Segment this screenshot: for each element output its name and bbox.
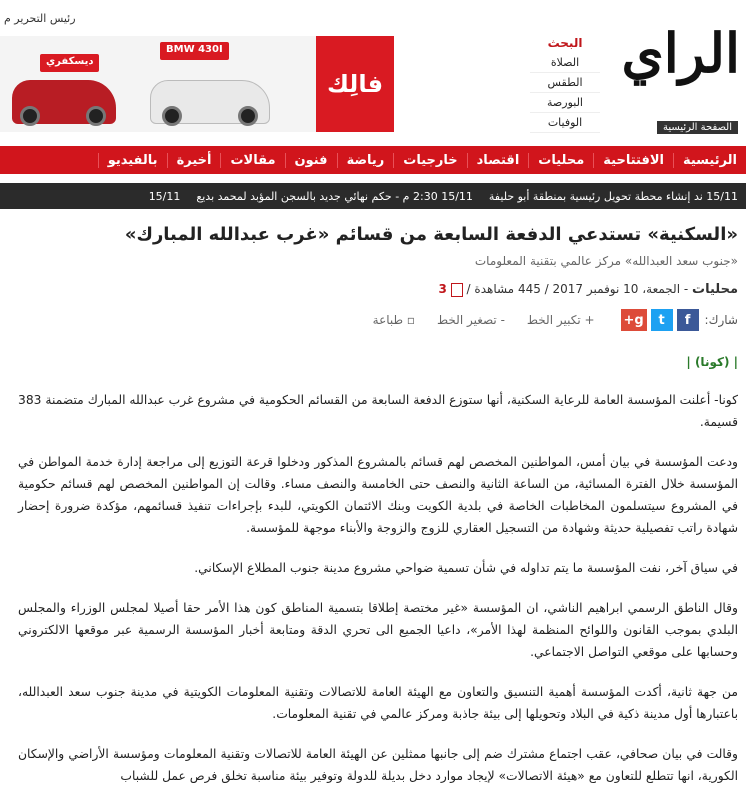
main-nav <box>0 146 746 174</box>
print-icon: ▫ <box>403 313 416 327</box>
share-bar <box>18 309 738 331</box>
article-paragraph: من جهة ثانية، أكدت المؤسسة أهمية التنسيق والتعاون مع الهيئة العامة للاتصالات وتقنية المعلومات الكويتية في مدينة جنوب سعد العبدالله، باعتبارها أول مدينة ذكية في البلاد وتحويلها إلى بيئة جاذبة ومركز عالمي في تقنية المعلومات. <box>18 685 738 721</box>
nav-arts[interactable]: فنون <box>285 153 337 168</box>
article-source: | (كونا) | <box>686 355 738 369</box>
view-count: 445 مشاهدة <box>474 282 541 296</box>
ad-badge-bmw: BMW 430I <box>160 42 229 60</box>
print-button[interactable] <box>373 313 415 327</box>
twitter-icon[interactable]: t <box>651 309 673 331</box>
ad-brand: فالِك <box>316 36 394 132</box>
article-paragraph: في سياق آخر، نفت المؤسسة ما يتم تداوله في شأن تسمية ضواحي مشروع مدينة جنوب المطلاع الإسكاني. <box>194 561 738 575</box>
section-link[interactable]: محليات <box>692 282 738 297</box>
quick-link-stocks[interactable]: البورصة <box>530 93 600 113</box>
nav-editorial[interactable]: الافتتاحية <box>593 153 673 168</box>
enlarge-font-button[interactable]: + تكبير الخط <box>526 313 595 327</box>
article-paragraph: ودعت المؤسسة في بيان أمس، المواطنين المخصص لهم قسائم بالمشروع المذكور ودخلوا قرعة التوزيع إلى مراجعة إدارة خدمة المواطن في المؤسسة خلال الفترة المسائية، من الساعة الثانية والنصف حتى الخامسة والنصف مساء. وقالت إن المواطنين المخصص لهم قسائم حكومية في المشروع سيتسلمون المخاطبات الخاصة في بلدية الكويت وبنك الائتمان الكويتي، للبدء بإجراءات تنفيذ قسائمهم، مؤكدة ضرورة إحضار شهادة راتب تفصيلية حديثة وشهادة من التسجيل العقاري للزوج والزوجة والأبناء موجهة للمؤسسة. <box>18 455 738 535</box>
article-paragraph: كونا- أعلنت المؤسسة العامة للرعاية السكنية، أنها ستوزع الدفعة السابعة من القسائم الحكومية في مشروع غرب عبدالله المبارك متضمنة 383 قسيمة. <box>18 393 738 429</box>
quick-link-obituaries[interactable]: الوفيات <box>530 113 600 133</box>
article-subtitle: «جنوب سعد العبدالله» مركز عالمي بتقنية المعلومات <box>474 254 738 268</box>
pdf-icon[interactable] <box>451 283 463 297</box>
wheel-icon <box>20 106 40 126</box>
nav-local[interactable]: محليات <box>528 153 593 168</box>
wheel-icon <box>162 106 182 126</box>
share-label: شارك: <box>704 313 738 327</box>
nav-sports[interactable]: رياضة <box>337 153 394 168</box>
ticker-item[interactable]: 15/11 2:30 م - حكم نهائي جديد بالسجن المؤبد لمحمد بديع <box>196 189 473 203</box>
pdf-count[interactable]: 3 <box>438 282 447 296</box>
quick-links <box>530 36 600 133</box>
site-logo[interactable] <box>621 21 746 140</box>
article-meta: محليات - الجمعة، 10 نوفمبر 2017 / 445 مشاهدة / 3 <box>438 282 738 297</box>
article-paragraph: وقال الناطق الرسمي ابراهيم الناشي، ان المؤسسة «غير مختصة إطلاقا بتسمية المناطق كون هذا الأمر حقا أصيلا لمجلس الوزراء والمجلس البلدي بموجب القانون واللوائح المنظمة لهذا الأمر»، داعيا الجميع الى تحري الدقة ومتابعة أخبار المؤسسة الرسمية عبر موقعها الالكتروني وحسابها على موقعي التواصل الاجتماعي. <box>18 601 738 659</box>
search-link[interactable]: البحث <box>547 36 583 50</box>
quick-link-prayer[interactable]: الصلاة <box>530 53 600 73</box>
print-label: طباعة <box>372 313 404 327</box>
quick-link-weather[interactable]: الطقس <box>530 73 600 93</box>
wheel-icon <box>86 106 106 126</box>
article <box>18 224 738 805</box>
article-paragraph: وقالت في بيان صحافي، عقب اجتماع مشترك ضم إلى جانبها ممثلين عن الهيئة العامة للاتصالات وتقنية المعلومات ومؤسسة الأراضي والإسكان الكورية، انها تتطلع للتعاون مع «هيئة الاتصالات» لإيجاد موارد دخل بديلة للدولة وتوفير بيئة مناسبة تخلق فرص عمل للشباب <box>18 747 738 783</box>
article-title: «السكنية» تستدعي الدفعة السابعة من قسائم «غرب عبدالله المبارك» <box>124 224 738 245</box>
facebook-icon[interactable]: f <box>677 309 699 331</box>
nav-economy[interactable]: اقتصاد <box>467 153 529 168</box>
ad-banner[interactable] <box>0 36 394 132</box>
ticker-item[interactable]: 15/11 <box>148 189 181 203</box>
wheel-icon <box>238 106 258 126</box>
nav-world[interactable]: خارجيات <box>393 153 466 168</box>
nav-last[interactable]: أخيرة <box>167 153 221 168</box>
news-ticker <box>0 183 746 209</box>
nav-home[interactable]: الرئيسية <box>673 153 746 168</box>
logo-mark: الراي <box>621 21 740 85</box>
ticker-item[interactable]: 15/11 ند إنشاء محطة تحويل رئيسية بمنطقة أبو حليفة <box>488 189 738 203</box>
home-link[interactable]: الصفحة الرئيسية <box>657 121 738 134</box>
shrink-font-button[interactable]: - تصغير الخط <box>437 313 505 327</box>
article-body <box>18 389 738 787</box>
ad-badge-discovery: ديسكفري <box>40 54 99 72</box>
nav-articles[interactable]: مقالات <box>220 153 284 168</box>
editor-label: رئيس التحرير م <box>4 12 76 25</box>
article-date: - الجمعة، 10 نوفمبر 2017 <box>552 282 689 296</box>
google-plus-icon[interactable]: g+ <box>621 309 647 331</box>
nav-video[interactable]: بالفيديو <box>98 153 167 168</box>
